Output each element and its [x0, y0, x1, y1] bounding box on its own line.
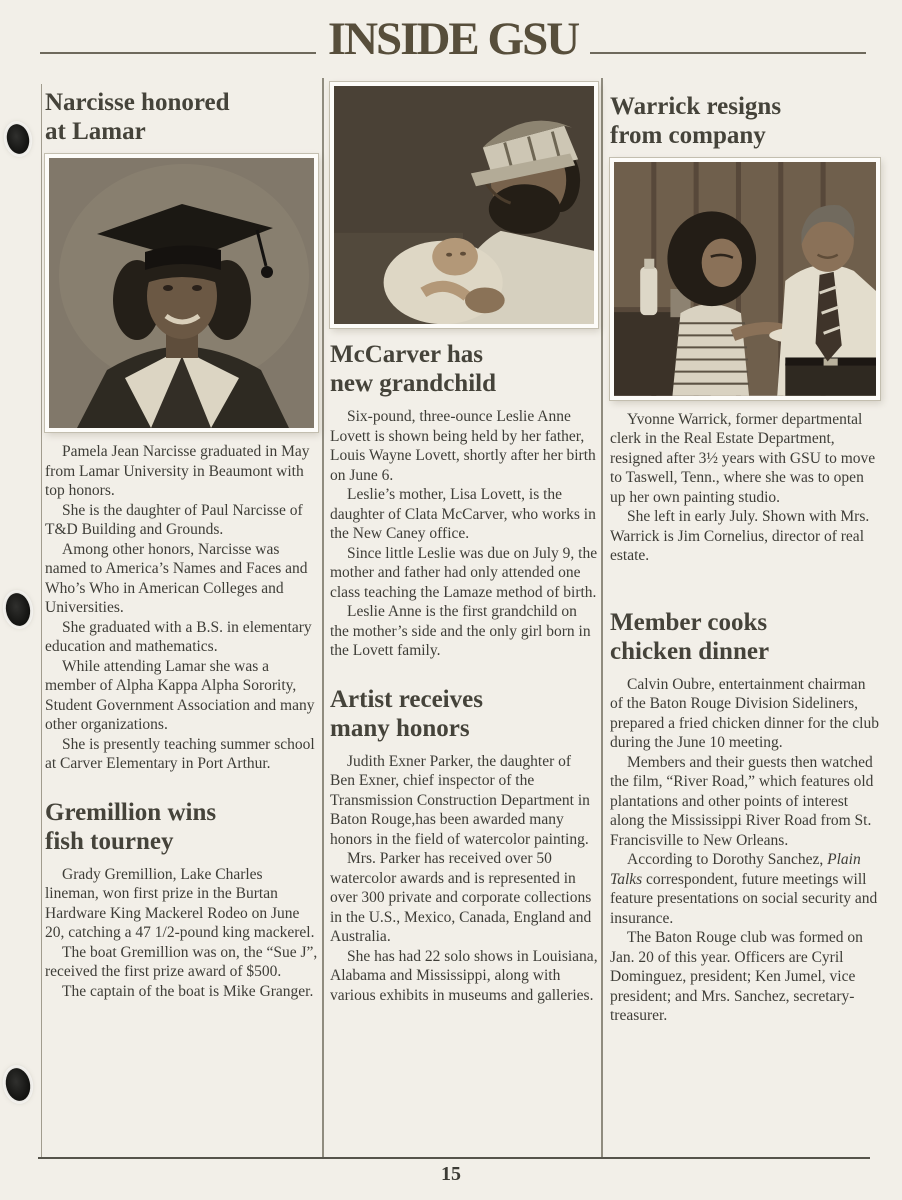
article-headline-artist — [330, 685, 598, 743]
photo-father-baby — [330, 82, 598, 328]
article-paragraph: Judith Exner Parker, the daughter of Ben Exner, chief inspector of the Transmission Construction Department in Baton Rouge,has been awarded many honors in the field of watercolor painting. — [330, 752, 590, 848]
article-body-narcisse — [45, 442, 318, 774]
headline-line: new grandchild — [330, 370, 497, 398]
column-separator — [601, 78, 603, 1158]
headline-line: Gremillion wins — [45, 798, 217, 826]
article-paragraph: She graduated with a B.S. in elementary education and mathematics. — [45, 618, 312, 655]
article-paragraph: Among other honors, Narcisse was named to America’s Names and Faces and Who’s Who in American Colleges and Universities. — [45, 540, 308, 616]
headline-line: chicken dinner — [610, 637, 770, 665]
article-headline-mccarver — [330, 340, 598, 398]
article-paragraph: While attending Lamar she was a member of Alpha Kappa Alpha Sorority, Student Government Association and many other organizations. — [45, 657, 315, 733]
photo-warrick-cornelius — [610, 158, 880, 400]
photo-narcisse-graduate — [45, 154, 318, 432]
article-body-member-cooks — [610, 675, 880, 1026]
article-paragraph: Mrs. Parker has received over 50 watercolor awards and is represented in over 300 private and corporate collections in the U.S., Mexico, Canada, England and Australia. — [330, 850, 592, 946]
headline-line: Member cooks — [610, 608, 768, 636]
article-paragraph: The captain of the boat is Mike Granger. — [62, 982, 314, 1000]
footer-rule — [38, 1157, 870, 1159]
masthead-rule-left — [40, 52, 316, 54]
headline-line: at Lamar — [45, 118, 146, 145]
headline-line: from company — [610, 122, 766, 149]
article-paragraph: Yvonne Warrick, former departmental clerk in the Real Estate Department, resigned after 3½ years with GSU to move to Taswell, Tenn., where she was to open up her own painting studio. — [610, 410, 876, 506]
article-paragraph: The Baton Rouge club was formed on Jan. 20 of this year. Officers are Cyril Dominguez, president; Ken Jumel, vice president; and Mrs. Sanchez, secretary-treasurer. — [610, 929, 863, 1025]
binder-hole — [3, 1066, 33, 1103]
headline-line: Artist receives — [330, 685, 483, 713]
column-separator — [322, 78, 324, 1158]
article-paragraph — [610, 850, 880, 928]
article-paragraph: She is presently teaching summer school at Carver Elementary in Port Arthur. — [45, 735, 315, 772]
article-paragraph: Members and their guests then watched the film, “River Road,” which features old plantations and other points of interest along the Mississippi River Road from St. Francisville to New Orleans. — [610, 753, 874, 849]
masthead — [40, 13, 866, 65]
paragraph-segment: According to Dorothy Sanchez, — [627, 851, 828, 869]
article-paragraph: Leslie Anne is the first grandchild on the mother’s side and the only girl born in the Lovett family. — [330, 603, 591, 660]
headline-line: McCarver has — [330, 341, 483, 369]
article-body-artist — [330, 752, 598, 1006]
binder-hole — [3, 591, 32, 628]
article-paragraph: Pamela Jean Narcisse graduated in May from Lamar University in Beaumont with top honors. — [45, 443, 310, 499]
headline-line: many honors — [330, 714, 470, 742]
article-headline-member-cooks — [610, 608, 880, 666]
two-people-talking-illustration — [614, 162, 876, 396]
article-paragraph: She is the daughter of Paul Narcisse of T&D Building and Grounds. — [45, 501, 303, 538]
article-paragraph: She has had 22 solo shows in Louisiana, Alabama and Mississippi, along with various exhibits in museums and galleries. — [330, 947, 598, 1004]
article-headline-gremillion — [45, 798, 318, 856]
column-3 — [610, 80, 880, 1026]
headline-line: Narcisse honored — [45, 89, 230, 116]
article-body-mccarver — [330, 407, 598, 661]
article-paragraph: Since little Leslie was due on July 9, the mother and father had only attended one class teaching the Lamaze method of birth. — [330, 544, 598, 601]
masthead-rule-right — [590, 52, 866, 54]
page-number: 15 — [441, 1163, 461, 1185]
column-2 — [330, 80, 598, 1005]
article-paragraph: Calvin Oubre, entertainment chairman of the Baton Rouge Division Sideliners, prepared a fried chicken dinner for the club during the June 10 meeting. — [610, 675, 879, 752]
page-edge-rule — [41, 84, 42, 1158]
article-body-warrick — [610, 410, 880, 566]
article-paragraph: Six-pound, three-ounce Leslie Anne Lovett is shown being held by her father, Louis Wayne Lovett, shortly after her birth on June 6. — [330, 408, 596, 484]
graduate-portrait-illustration — [49, 158, 314, 428]
paragraph-segment: correspondent, future meetings will feature presentations on social security and insurance. — [610, 870, 878, 927]
column-1 — [45, 80, 318, 1001]
article-paragraph: The boat Gremillion was on, the “Sue J”, received the first prize award of $500. — [45, 943, 318, 980]
article-body-gremillion — [45, 865, 318, 1002]
article-paragraph: Grady Gremillion, Lake Charles lineman, won first prize in the Burtan Hardware King Mackerel Rodeo on June 20, catching a 47 1/2-pound king mackerel. — [45, 865, 315, 941]
article-headline-warrick — [610, 92, 880, 150]
masthead-title: INSIDE GSU — [327, 13, 579, 65]
publication-name: Plain Talks — [610, 851, 861, 888]
binder-hole — [4, 122, 32, 156]
father-holding-baby-illustration — [334, 86, 594, 324]
article-headline-narcisse — [45, 88, 318, 146]
headline-line: fish tourney — [45, 827, 174, 855]
headline-line: Warrick resigns — [610, 93, 782, 120]
article-paragraph: Leslie’s mother, Lisa Lovett, is the daughter of Clata McCarver, who works in the New Caney office. — [330, 486, 596, 543]
article-paragraph: She left in early July. Shown with Mrs. Warrick is Jim Cornelius, director of real estate. — [610, 508, 870, 565]
